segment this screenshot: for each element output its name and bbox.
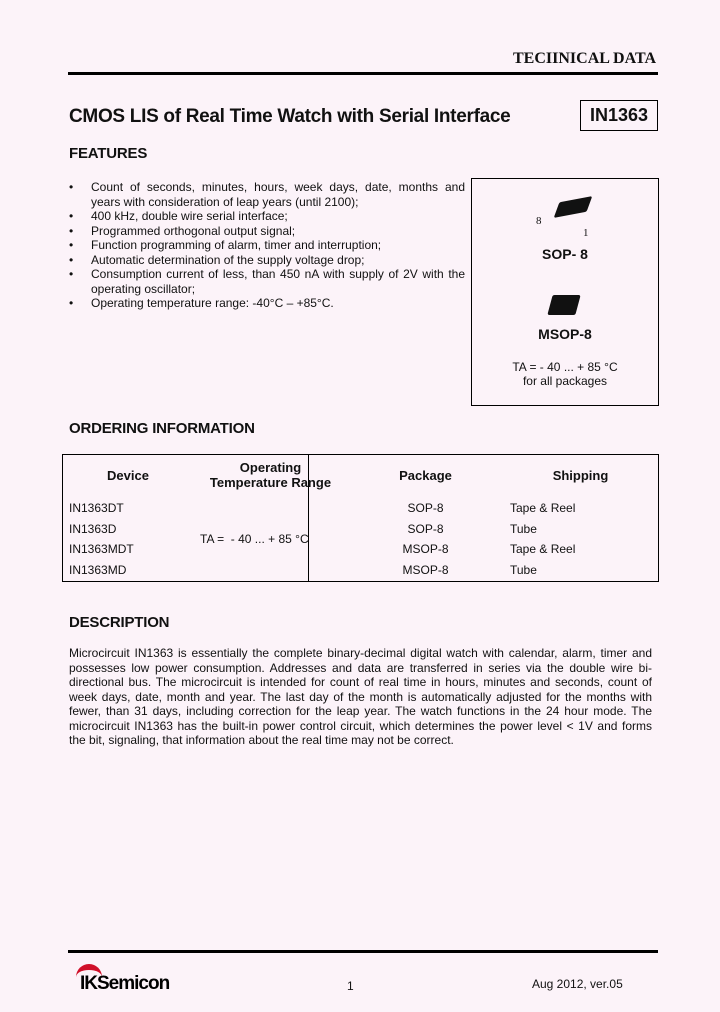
- list-item: • Count of seconds, minutes, hours, week days, date, months and years with consideration of leap years (until 2100);: [69, 180, 465, 209]
- msop8-chip-icon: [547, 295, 580, 315]
- company-logo: [76, 964, 206, 994]
- column-header-package: Package: [399, 468, 452, 483]
- column-header-shipping: Shipping: [552, 468, 609, 483]
- features-heading: FEATURES: [69, 145, 148, 162]
- ordering-table: [62, 454, 659, 582]
- packages-note: for all packages: [522, 374, 608, 388]
- page-number: 1: [347, 979, 354, 993]
- table-cell-device: IN1363MDT: [69, 542, 134, 556]
- document-type-label: TECIINICAL DATA: [513, 50, 656, 67]
- header-rule: [68, 72, 658, 75]
- list-item: • 400 kHz, double wire serial interface;: [69, 209, 465, 224]
- temperature-note: TA = - 40 ... + 85 °C: [512, 360, 618, 374]
- pin-label: 1: [583, 227, 589, 239]
- list-item: • Operating temperature range: -40°C – +85°C.: [69, 296, 465, 311]
- features-list: [69, 180, 465, 311]
- column-header-temp: Operating: [239, 460, 302, 475]
- temperature-range-cell: TA = - 40 ... + 85 °C: [200, 532, 309, 546]
- description-text: Microcircuit IN1363 is essentially the complete binary-decimal digital watch with calendar, alarm, timer and possesses low power consumption. Addresses and data are transferred in series via the double wire bi-directional bus. The microcircuit is intended for count of real time in hours, minutes and seconds, count of week days, date, month and year. The last day of the month is automatically adjusted for the months with fewer, than 31 days, including correction for the leap year. The watch functions in the 24 hour mode. The microcircuit IN1363 has the built-in power control circuit, which determines the power level < 1V and forms the bit, signaling, that information about the real time may not be correct.: [69, 646, 652, 747]
- description-heading: DESCRIPTION: [69, 614, 170, 631]
- sop8-label: SOP- 8: [542, 246, 588, 262]
- table-cell-device: IN1363DT: [69, 501, 124, 515]
- column-header-temp: Temperature Range: [209, 475, 332, 490]
- part-number-badge: IN1363: [580, 100, 658, 131]
- sop8-chip-icon: [554, 196, 593, 218]
- table-cell-device: IN1363D: [69, 522, 117, 536]
- table-cell-shipping: Tube: [510, 522, 537, 536]
- column-header-device: Device: [107, 468, 149, 483]
- ordering-heading: ORDERING INFORMATION: [69, 420, 255, 437]
- table-cell-package: MSOP-8: [402, 563, 449, 577]
- version-date: Aug 2012, ver.05: [532, 977, 623, 991]
- list-item: • Automatic determination of the supply voltage drop;: [69, 253, 465, 268]
- table-cell-device: IN1363MD: [69, 563, 127, 577]
- table-cell-shipping: Tape & Reel: [510, 501, 576, 515]
- package-box: [471, 178, 659, 406]
- logo-text: IKSemicon: [80, 973, 170, 994]
- footer-rule: [68, 950, 658, 953]
- table-cell-shipping: Tube: [510, 563, 537, 577]
- table-cell-package: MSOP-8: [402, 542, 449, 556]
- page-title: CMOS LIS of Real Time Watch with Serial Interface: [69, 106, 511, 127]
- table-cell-shipping: Tape & Reel: [510, 542, 576, 556]
- list-item: • Programmed orthogonal output signal;: [69, 224, 465, 239]
- msop8-label: MSOP-8: [538, 326, 592, 342]
- pin-label: 8: [536, 215, 542, 227]
- table-cell-package: SOP-8: [407, 501, 444, 515]
- list-item: • Consumption current of less, than 450 nA with supply of 2V with the operating oscillator;: [69, 267, 465, 296]
- table-cell-package: SOP-8: [407, 522, 444, 536]
- list-item: • Function programming of alarm, timer and interruption;: [69, 238, 465, 253]
